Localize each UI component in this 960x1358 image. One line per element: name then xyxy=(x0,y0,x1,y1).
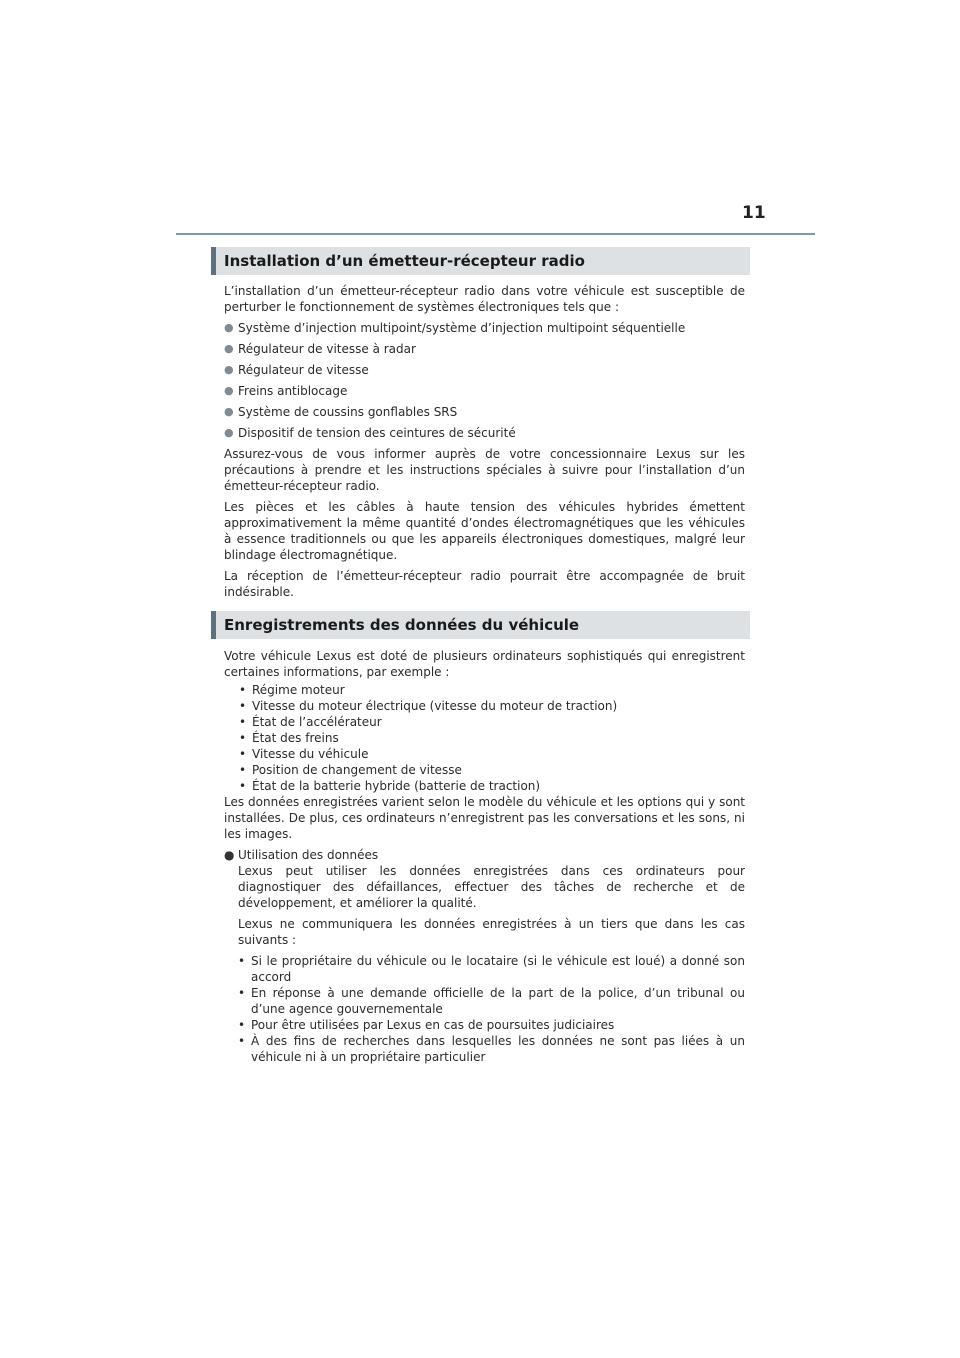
radio-paragraph: Assurez-vous de vous informer auprès de votre concessionnaire Lexus sur les précautions à prendre et les instructions spéciales à suivre pour l’installation d’un émetteur-récepteur radio. xyxy=(224,447,745,493)
list-item: ● Freins antiblocage xyxy=(224,384,348,398)
bullet-dot-icon: ● xyxy=(224,426,234,439)
list-item: ● Système d’injection multipoint/système d’injection multipoint séquentielle xyxy=(224,321,686,335)
section-body-radio xyxy=(224,283,745,605)
radio-intro: L’installation d’un émetteur-récepteur radio dans votre véhicule est susceptible de perturber le fonctionnement de systèmes électroniques tels que : xyxy=(224,284,745,314)
disclosure-cases-list xyxy=(238,953,745,1065)
list-item: • À des fins de recherches dans lesquelles les données ne sont pas liées à un véhicule ni à un propriétaire particulier xyxy=(238,1034,745,1064)
radio-paragraph: La réception de l’émetteur-récepteur radio pourrait être accompagnée de bruit indésirable. xyxy=(224,569,745,599)
list-item: ● Dispositif de tension des ceintures de sécurité xyxy=(224,426,516,440)
list-item: • En réponse à une demande officielle de la part de la police, d’un tribunal ou d’une agence gouvernementale xyxy=(238,986,745,1016)
bullet-dot-icon: ● xyxy=(224,384,234,397)
section-header-radio xyxy=(211,247,750,275)
list-item: • Vitesse du véhicule xyxy=(239,747,369,761)
section-header-accent xyxy=(211,247,216,275)
page-number: 11 xyxy=(742,203,766,223)
section-title-data-recording: Enregistrements des données du véhicule xyxy=(224,616,580,634)
list-item: • Régime moteur xyxy=(239,683,345,697)
list-item: ● Régulateur de vitesse à radar xyxy=(224,342,416,356)
bullet-dot-icon: ● xyxy=(224,342,234,355)
list-item: • État des freins xyxy=(239,731,339,745)
list-item: • Position de changement de vitesse xyxy=(239,763,462,777)
radio-paragraph: Les pièces et les câbles à haute tension des véhicules hybrides émettent approximativement la même quantité d’ondes électromagnétiques que les véhicules à essence traditionnels ou que les appareils électroniques domestiques, malgré leur blindage électromagnétique. xyxy=(224,500,745,562)
header-rule xyxy=(176,233,815,235)
list-item: • Si le propriétaire du véhicule ou le locataire (si le véhicule est loué) a donné son accord xyxy=(238,954,745,984)
section-body-data-recording xyxy=(224,648,745,1065)
list-item: • État de la batterie hybride (batterie de traction) xyxy=(239,779,541,793)
data-after-list: Les données enregistrées varient selon le modèle du véhicule et les options qui y sont installées. De plus, ces ordinateurs n’enregistrent pas les conversations et les sons, ni les images. xyxy=(224,795,745,841)
bullet-dot-icon: ● xyxy=(224,405,234,418)
data-intro: Votre véhicule Lexus est doté de plusieurs ordinateurs sophistiqués qui enregistrent certaines informations, par exemple : xyxy=(224,649,745,679)
usage-heading: ● Utilisation des données xyxy=(224,848,379,862)
section-header-data-recording xyxy=(211,611,750,639)
list-item: • État de l’accélérateur xyxy=(239,715,382,729)
radio-systems-list xyxy=(224,320,745,441)
bullet-dot-icon: ● xyxy=(224,848,235,862)
usage-block xyxy=(224,847,745,1065)
list-item: • Pour être utilisées par Lexus en cas de poursuites judiciaires xyxy=(238,1018,615,1032)
bullet-dot-icon: ● xyxy=(224,321,234,334)
list-item: • Vitesse du moteur électrique (vitesse du moteur de traction) xyxy=(239,699,618,713)
section-header-accent xyxy=(211,611,216,639)
list-item: ● Régulateur de vitesse xyxy=(224,363,369,377)
usage-paragraph: Lexus ne communiquera les données enregistrées à un tiers que dans les cas suivants : xyxy=(238,917,745,947)
recorded-data-list xyxy=(224,682,745,794)
list-item: ● Système de coussins gonflables SRS xyxy=(224,405,458,419)
usage-paragraph: Lexus peut utiliser les données enregistrées dans ces ordinateurs pour diagnostiquer des défaillances, effectuer des tâches de recherche et de développement, et améliorer la qualité. xyxy=(238,864,745,910)
bullet-dot-icon: ● xyxy=(224,363,234,376)
section-title-radio: Installation d’un émetteur-récepteur radio xyxy=(224,252,585,270)
